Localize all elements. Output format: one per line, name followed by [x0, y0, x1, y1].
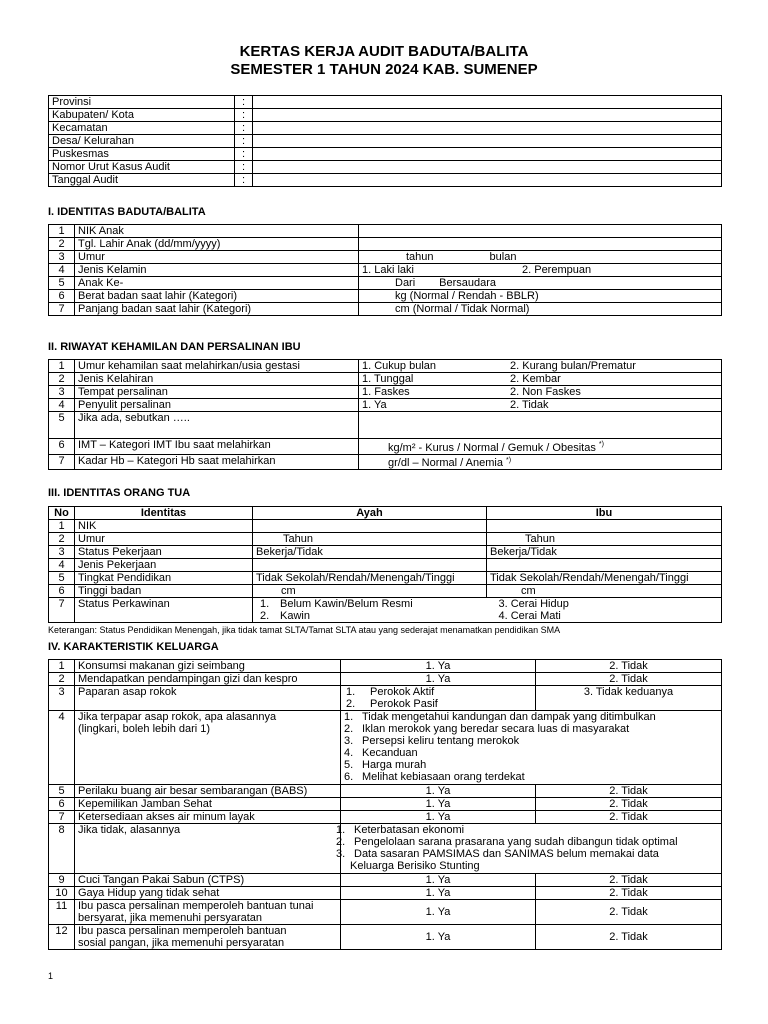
row-no: 2 [49, 373, 75, 386]
row-no: 6 [49, 798, 75, 811]
label-line: bersyarat, jika memenuhi persyaratan [78, 912, 263, 924]
page-number: 1 [48, 971, 54, 981]
answer-cell [359, 439, 722, 455]
education-note: Keterangan: Status Pendidikan Menengah, jika tidak tamat SLTA/Tamat SLTA atau yang sederajat menamatkan pendidikan SMA [48, 625, 561, 635]
table-header-row [49, 507, 722, 520]
table-row [49, 412, 722, 439]
option-text: Harga murah [362, 759, 427, 771]
row-label [75, 711, 341, 785]
table-row [49, 811, 722, 824]
option-text: Data sasaran PAMSIMAS dan SANIMAS belum memakai data [354, 848, 659, 860]
answer-cell [359, 277, 722, 290]
option-text: bulan [489, 251, 517, 263]
option-text: 1. Faskes [362, 386, 410, 398]
section-3-heading: III. IDENTITAS ORANG TUA [48, 487, 191, 499]
colon: : [235, 135, 253, 148]
table-row [49, 900, 722, 925]
option-number: 2. [260, 610, 270, 622]
option-text: kg (Normal / Rendah - BBLR) [395, 290, 539, 302]
info-value [253, 109, 722, 122]
colon: : [235, 148, 253, 161]
option-text: 2. Kurang bulan/Prematur [510, 360, 636, 372]
row-no: 5 [49, 412, 75, 439]
table-row [49, 533, 722, 546]
ayah-cell: Bekerja/Tidak [253, 546, 487, 559]
row-no: 8 [49, 824, 75, 874]
options-cell [341, 686, 536, 711]
row-label: Jika tidak, alasannya [75, 824, 341, 874]
option-number: 6. [344, 771, 354, 783]
row-label: Umur kehamilan saat melahirkan/usia gestasi [75, 360, 359, 373]
row-label: Kepemilikan Jamban Sehat [75, 798, 341, 811]
table-row [49, 122, 722, 135]
info-value [253, 161, 722, 174]
label-line: Ibu pasca persalinan memperoleh bantuan tunai [78, 900, 314, 912]
ibu-cell [487, 520, 722, 533]
info-label: Provinsi [49, 96, 235, 109]
table-row [49, 546, 722, 559]
option-text: Pengelolaan sarana prasarana yang sudah dibangun tidak optimal [354, 836, 678, 848]
row-label: Konsumsi makanan gizi seimbang [75, 660, 341, 673]
answer-cell [359, 264, 722, 277]
table-row [49, 373, 722, 386]
list-item [344, 759, 718, 771]
row-label: NIK [75, 520, 253, 533]
table-row [49, 824, 722, 874]
row-no: 11 [49, 900, 75, 925]
table-row [49, 439, 722, 455]
table-row [49, 303, 722, 316]
info-value [253, 148, 722, 161]
table-row [49, 887, 722, 900]
row-no: 10 [49, 887, 75, 900]
footnote-mark: *) [598, 441, 604, 448]
table-row [49, 109, 722, 122]
row-no: 4 [49, 264, 75, 277]
list-item [336, 848, 718, 860]
table-row [49, 711, 722, 785]
row-no: 7 [49, 598, 75, 623]
row-label: Berat badan saat lahir (Kategori) [75, 290, 359, 303]
row-no: 1 [49, 360, 75, 373]
ibu-cell [487, 559, 722, 572]
option-text: Bersaudara [439, 277, 497, 289]
row-no: 2 [49, 533, 75, 546]
table-row [49, 264, 722, 277]
ayah-cell [253, 559, 487, 572]
table-row [49, 925, 722, 950]
info-value [253, 174, 722, 187]
row-label: Panjang badan saat lahir (Kategori) [75, 303, 359, 316]
row-no: 6 [49, 290, 75, 303]
ya-cell: 1. Ya [341, 811, 536, 824]
row-no: 3 [49, 386, 75, 399]
option-number: 5. [344, 759, 354, 771]
ayah-cell [253, 520, 487, 533]
table-row [49, 785, 722, 798]
row-no: 4 [49, 399, 75, 412]
ya-cell: 1. Ya [341, 660, 536, 673]
option-text: Keterbatasan ekonomi [354, 824, 465, 836]
label-line: sosial pangan, jika memenuhi persyaratan [78, 937, 285, 949]
section-3-table [48, 506, 722, 623]
option-number: 2. [336, 836, 346, 848]
tidak-cell: 2. Tidak [536, 798, 722, 811]
info-table [48, 95, 722, 187]
ibu-cell: Bekerja/Tidak [487, 546, 722, 559]
row-label: IMT – Kategori IMT Ibu saat melahirkan [75, 439, 359, 455]
row-no: 1 [49, 520, 75, 533]
option-text: 1. Cukup bulan [362, 360, 436, 372]
ya-cell: 1. Ya [341, 798, 536, 811]
option-number: 1. [260, 598, 270, 610]
info-value [253, 96, 722, 109]
column-header: No [49, 507, 75, 520]
answer-cell [359, 454, 722, 470]
ibu-cell: Tahun [487, 533, 722, 546]
colon: : [235, 122, 253, 135]
column-header: Identitas [75, 507, 253, 520]
row-label: Mendapatkan pendampingan gizi dan kespro [75, 673, 341, 686]
table-row [49, 572, 722, 585]
list-item [344, 771, 718, 783]
table-row [49, 225, 722, 238]
info-value [253, 135, 722, 148]
option-number: 3. [344, 735, 354, 747]
row-label: Perilaku buang air besar sembarangan (BABS) [75, 785, 341, 798]
list-item [336, 836, 718, 848]
table-row [49, 559, 722, 572]
label-line: Jika terpapar asap rokok, apa alasannya [78, 711, 277, 723]
ayah-cell: Tahun [253, 533, 487, 546]
option-text: Iklan merokok yang beredar secara luas di masyarakat [362, 723, 630, 735]
label-line: Ibu pasca persalinan memperoleh bantuan [78, 925, 287, 937]
table-row [49, 238, 722, 251]
row-no: 6 [49, 585, 75, 598]
option-text: 2. Kembar [510, 373, 561, 385]
option-text: Dari [395, 277, 416, 289]
option-text: Tidak mengetahui kandungan dan dampak yang ditimbulkan [362, 711, 656, 723]
row-label: Jika ada, sebutkan ….. [75, 412, 359, 439]
row-label: Umur [75, 533, 253, 546]
row-label: Umur [75, 251, 359, 264]
row-label: Penyulit persalinan [75, 399, 359, 412]
info-label: Kecamatan [49, 122, 235, 135]
footnote-mark: *) [506, 456, 512, 464]
answer-cell [359, 225, 722, 238]
table-row [49, 585, 722, 598]
section-2-table [48, 359, 722, 470]
row-no: 2 [49, 238, 75, 251]
row-label: Jenis Pekerjaan [75, 559, 253, 572]
column-header: Ayah [253, 507, 487, 520]
title-line-2: SEMESTER 1 TAHUN 2024 KAB. SUMENEP [230, 61, 538, 78]
option-number: 1. [336, 824, 346, 836]
table-row [49, 520, 722, 533]
row-no: 6 [49, 439, 75, 455]
row-label: NIK Anak [75, 225, 359, 238]
option-text: 2. Tidak [510, 399, 549, 411]
row-label: Status Pekerjaan [75, 546, 253, 559]
table-row [49, 148, 722, 161]
option-number: 2. [346, 698, 356, 710]
option-text: 1. Tunggal [362, 373, 414, 385]
option-text: Melihat kebiasaan orang terdekat [362, 771, 525, 783]
option-text: cm (Normal / Tidak Normal) [395, 303, 530, 315]
section-1-heading: I. IDENTITAS BADUTA/BALITA [48, 206, 206, 218]
row-no: 9 [49, 874, 75, 887]
info-label: Puskesmas [49, 148, 235, 161]
option-text: 3. Cerai Hidup [498, 598, 569, 610]
row-label: Status Perkawinan [75, 598, 253, 623]
tidak-cell: 2. Tidak [536, 785, 722, 798]
table-row [49, 686, 722, 711]
row-label: Kadar Hb – Kategori Hb saat melahirkan [75, 454, 359, 470]
row-no: 4 [49, 711, 75, 785]
answer-cell [359, 412, 722, 439]
row-label: Anak Ke- [75, 277, 359, 290]
option-text: 1. Laki laki [362, 264, 414, 276]
table-row [49, 874, 722, 887]
option-number: 3. [336, 848, 346, 860]
ya-cell: 1. Ya [341, 785, 536, 798]
ya-cell: 1. Ya [341, 900, 536, 925]
answer-cell [359, 373, 722, 386]
row-label: Paparan asap rokok [75, 686, 341, 711]
table-row [49, 360, 722, 373]
ayah-cell [253, 598, 487, 623]
row-label: Tgl. Lahir Anak (dd/mm/yyyy) [75, 238, 359, 251]
row-no: 3 [49, 546, 75, 559]
info-value [253, 122, 722, 135]
row-no: 5 [49, 277, 75, 290]
row-no: 3 [49, 686, 75, 711]
tidak-cell: 2. Tidak [536, 874, 722, 887]
row-label: Gaya Hidup yang tidak sehat [75, 887, 341, 900]
tidak-cell: 2. Tidak [536, 925, 722, 950]
info-label: Desa/ Kelurahan [49, 135, 235, 148]
row-label: Tinggi badan [75, 585, 253, 598]
row-label: Jenis Kelamin [75, 264, 359, 277]
answer-cell [359, 290, 722, 303]
row-no: 7 [49, 811, 75, 824]
option-text: Perokok Pasif [370, 698, 438, 710]
answer-cell [359, 399, 722, 412]
row-label: Ketersediaan akses air minum layak [75, 811, 341, 824]
table-row [49, 277, 722, 290]
option-text: kg/m² - Kurus / Normal / Gemuk / Obesitas [388, 441, 596, 454]
ayah-cell: cm [253, 585, 487, 598]
answer-cell [359, 238, 722, 251]
option-text: 4. Cerai Mati [498, 610, 561, 622]
list-item [344, 735, 718, 747]
table-row [49, 454, 722, 470]
table-row [49, 673, 722, 686]
table-row [49, 798, 722, 811]
info-label: Tanggal Audit [49, 174, 235, 187]
table-row [49, 598, 722, 623]
list-item [344, 723, 718, 735]
row-no: 5 [49, 572, 75, 585]
list-item [346, 686, 532, 698]
row-label: Tempat persalinan [75, 386, 359, 399]
tidak-cell: 2. Tidak [536, 660, 722, 673]
table-row [49, 251, 722, 264]
option-text: Perokok Aktif [370, 686, 435, 698]
row-no: 4 [49, 559, 75, 572]
row-label [75, 925, 341, 950]
options-cell [336, 824, 722, 874]
table-row [49, 386, 722, 399]
option-continuation: Keluarga Berisiko Stunting [350, 860, 480, 872]
answer-cell [359, 360, 722, 373]
tidak-cell: 2. Tidak [536, 900, 722, 925]
row-no: 7 [49, 454, 75, 470]
ya-cell: 1. Ya [341, 925, 536, 950]
option-number: 4. [344, 747, 354, 759]
colon: : [235, 109, 253, 122]
option-text: 1. Ya [362, 399, 387, 411]
option-text: Persepsi keliru tentang merokok [362, 735, 520, 747]
ayah-cell: Tidak Sekolah/Rendah/Menengah/Tinggi [253, 572, 487, 585]
table-row [49, 290, 722, 303]
ibu-cell: cm [487, 585, 722, 598]
list-item [344, 747, 718, 759]
answer-cell [359, 386, 722, 399]
tidak-cell: 2. Tidak [536, 673, 722, 686]
title-line-1: KERTAS KERJA AUDIT BADUTA/BALITA [239, 43, 529, 60]
colon: : [235, 174, 253, 187]
list-item [344, 711, 718, 723]
colon: : [235, 161, 253, 174]
option-number: 1. [344, 711, 354, 723]
row-no: 1 [49, 660, 75, 673]
ya-cell: 1. Ya [341, 887, 536, 900]
row-label: Jenis Kelahiran [75, 373, 359, 386]
ibu-cell [487, 598, 722, 623]
option-text: 2. Non Faskes [510, 386, 581, 398]
info-label: Nomor Urut Kasus Audit [49, 161, 235, 174]
section-4-heading: IV. KARAKTERISTIK KELUARGA [48, 641, 219, 653]
section-2-heading: II. RIWAYAT KEHAMILAN DAN PERSALINAN IBU [48, 341, 301, 353]
list-item [346, 698, 532, 710]
table-row [49, 660, 722, 673]
row-label: Cuci Tangan Pakai Sabun (CTPS) [75, 874, 341, 887]
list-item [336, 824, 718, 836]
options-cell [341, 711, 722, 785]
tidak-cell: 2. Tidak [536, 811, 722, 824]
table-row [49, 161, 722, 174]
option-text: 2. Perempuan [522, 264, 592, 276]
row-label [75, 900, 341, 925]
row-no: 5 [49, 785, 75, 798]
answer-cell [359, 251, 722, 264]
section-1-table [48, 224, 722, 316]
section-4-table [48, 659, 722, 950]
option-cell: 3. Tidak keduanya [536, 686, 722, 711]
ibu-cell: Tidak Sekolah/Rendah/Menengah/Tinggi [487, 572, 722, 585]
label-line: (lingkari, boleh lebih dari 1) [78, 723, 211, 735]
row-no: 2 [49, 673, 75, 686]
option-text: Kecanduan [362, 747, 418, 759]
table-row [49, 135, 722, 148]
option-text: Kawin [280, 610, 310, 622]
option-text: tahun [406, 251, 434, 263]
row-label: Tingkat Pendidikan [75, 572, 253, 585]
ya-cell: 1. Ya [341, 874, 536, 887]
option-text: Belum Kawin/Belum Resmi [280, 598, 413, 610]
colon: : [235, 96, 253, 109]
table-row [49, 174, 722, 187]
row-no: 3 [49, 251, 75, 264]
option-number: 1. [346, 686, 356, 698]
column-header: Ibu [487, 507, 722, 520]
option-number: 2. [344, 723, 354, 735]
row-no: 7 [49, 303, 75, 316]
table-row [49, 399, 722, 412]
row-no: 12 [49, 925, 75, 950]
tidak-cell: 2. Tidak [536, 887, 722, 900]
row-no: 1 [49, 225, 75, 238]
ya-cell: 1. Ya [341, 673, 536, 686]
table-row [49, 96, 722, 109]
option-text: gr/dl – Normal / Anemia [388, 457, 503, 470]
info-label: Kabupaten/ Kota [49, 109, 235, 122]
answer-cell [359, 303, 722, 316]
